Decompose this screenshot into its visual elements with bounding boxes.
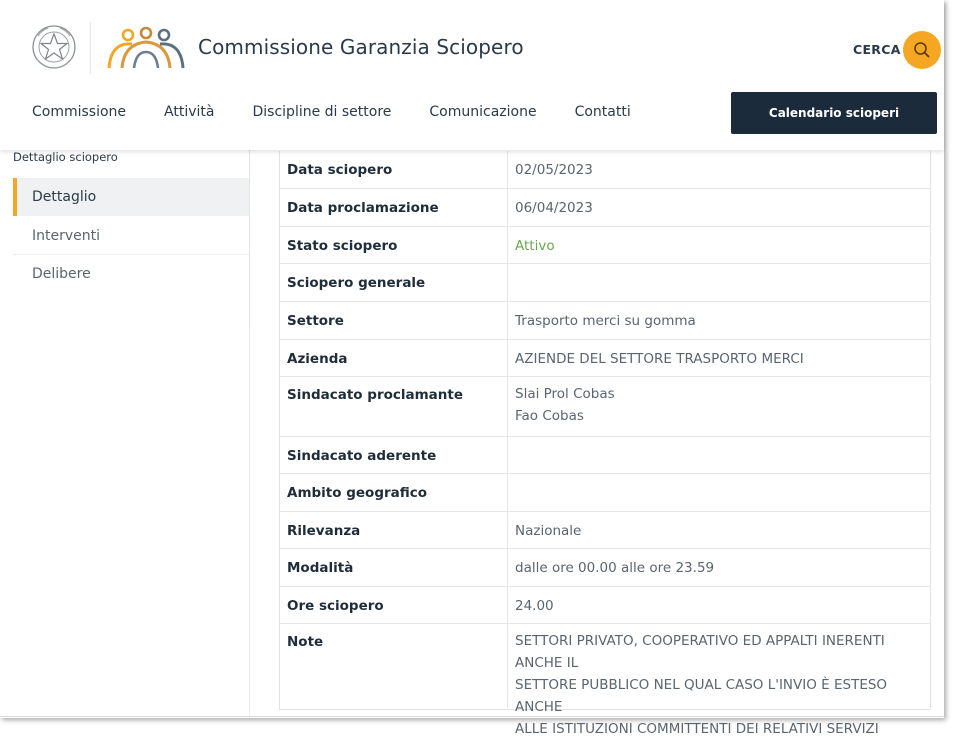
table-row bbox=[280, 302, 930, 340]
row-label: Stato sciopero bbox=[280, 227, 508, 263]
row-label: Ore sciopero bbox=[280, 587, 508, 623]
search-button[interactable] bbox=[903, 31, 941, 69]
site-header bbox=[0, 0, 944, 150]
strike-detail-table bbox=[279, 151, 931, 737]
table-row bbox=[280, 189, 930, 227]
italian-republic-emblem-icon bbox=[30, 22, 78, 72]
table-row bbox=[280, 377, 930, 437]
nav-item-commissione[interactable]: Commissione bbox=[32, 104, 127, 120]
row-value-empty bbox=[508, 474, 930, 511]
table-row bbox=[280, 264, 930, 302]
calendar-strikes-button[interactable]: Calendario scioperi bbox=[731, 92, 937, 134]
table-row bbox=[280, 151, 930, 189]
row-value: 02/05/2023 bbox=[515, 162, 593, 178]
table-row bbox=[280, 437, 930, 474]
note-line: SETTORE PUBBLICO NEL QUAL CASO L'INVIO È ESTESO ANCHE bbox=[515, 677, 888, 715]
table-row bbox=[280, 549, 930, 587]
row-value bbox=[508, 377, 930, 436]
site-title[interactable]: Commissione Garanzia Sciopero bbox=[198, 35, 524, 59]
row-label: Ambito geografico bbox=[280, 474, 508, 511]
table-row bbox=[280, 474, 930, 512]
table-row bbox=[280, 340, 930, 377]
sidebar-item-dettaglio[interactable]: Dettaglio bbox=[13, 178, 249, 216]
union-name: Slai Prol Cobas bbox=[515, 386, 615, 402]
note-line: ALLE ISTITUZIONI COMMITTENTI DEI RELATIVI SERVIZI bbox=[515, 721, 879, 737]
sidebar-item-interventi[interactable]: Interventi bbox=[13, 217, 249, 255]
row-value-empty bbox=[508, 264, 930, 301]
row-label: Azienda bbox=[280, 340, 508, 376]
sidebar-border bbox=[249, 328, 250, 718]
nav-item-attivita[interactable]: Attività bbox=[164, 104, 215, 120]
row-value: 24.00 bbox=[515, 598, 554, 614]
people-arcs-logo-icon bbox=[106, 26, 186, 70]
status-value: Attivo bbox=[515, 238, 555, 254]
sidebar-title: Dettaglio sciopero bbox=[13, 150, 118, 164]
row-value: Trasporto merci su gomma bbox=[515, 313, 696, 329]
search-icon bbox=[913, 41, 931, 59]
row-label: Rilevanza bbox=[280, 512, 508, 548]
union-name: Fao Cobas bbox=[515, 408, 584, 424]
row-value: 06/04/2023 bbox=[515, 200, 593, 216]
sidebar-item-delibere[interactable]: Delibere bbox=[32, 266, 91, 282]
table-row bbox=[280, 624, 930, 737]
row-label: Data proclamazione bbox=[280, 189, 508, 226]
row-label: Note bbox=[280, 624, 508, 708]
table-row bbox=[280, 512, 930, 549]
sidebar bbox=[0, 150, 250, 328]
note-value bbox=[508, 624, 930, 737]
row-label: Sindacato proclamante bbox=[280, 377, 508, 436]
header-divider bbox=[90, 22, 91, 74]
page-bottom-border bbox=[0, 716, 944, 717]
row-label: Modalità bbox=[280, 549, 508, 586]
row-value-empty bbox=[508, 437, 930, 473]
row-label: Data sciopero bbox=[280, 151, 508, 188]
search-label[interactable]: CERCA bbox=[853, 42, 901, 57]
nav-item-discipline[interactable]: Discipline di settore bbox=[252, 104, 392, 120]
note-line: SETTORI PRIVATO, COOPERATIVO ED APPALTI INERENTI ANCHE IL bbox=[515, 633, 885, 671]
row-value: Nazionale bbox=[515, 523, 582, 539]
row-label: Sindacato aderente bbox=[280, 437, 508, 473]
nav-item-comunicazione[interactable]: Comunicazione bbox=[429, 104, 537, 120]
main-nav bbox=[32, 104, 669, 120]
row-label: Settore bbox=[280, 302, 508, 339]
table-row bbox=[280, 227, 930, 264]
row-label: Sciopero generale bbox=[280, 264, 508, 301]
row-value: dalle ore 00.00 alle ore 23.59 bbox=[515, 560, 715, 576]
nav-item-contatti[interactable]: Contatti bbox=[574, 104, 631, 120]
table-row bbox=[280, 587, 930, 624]
row-value: AZIENDE DEL SETTORE TRASPORTO MERCI bbox=[515, 351, 804, 367]
